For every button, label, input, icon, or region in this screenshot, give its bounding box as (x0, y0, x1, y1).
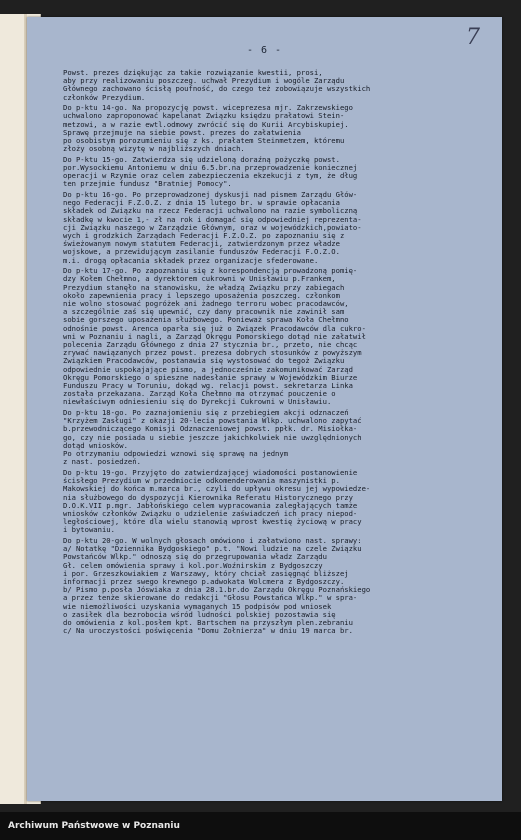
text-line: Do p-ktu 19-go. Przyjęto do zatwierdzającej wiadomości postanowienie (63, 468, 358, 477)
text-line: Po otrzymaniu odpowiedzi wznowi się sprawę na jednym (63, 450, 289, 459)
handwritten-margin-note: 7 (466, 25, 480, 50)
text-line: Głównego zachowano ścisłą poufność, do czego też zobowiązuje wszystkich (63, 85, 371, 94)
text-line: odpowiednie uspokajające pismo, a jednocześnie zakomunikować Zarząd (63, 365, 353, 374)
text-line: z nast. posiedzeń. (63, 458, 141, 467)
text-line: członków Prezydium. (63, 93, 146, 102)
text-line: c/ Na uroczystości poświęcenia "Domu Żołnierza" w dniu 19 marca br. (63, 627, 353, 636)
text-line: m.i. drogą opłacania składek przez organizacje sfederowane. (63, 256, 319, 265)
text-line: a/ Notatkę "Dziennika Bydgoskiego" p.t. "Nowi ludzie na czele Związku (63, 545, 362, 554)
text-line: nia służbowego do dyspozycji Kierownika Referatu Historycznego przy (63, 493, 353, 502)
text-line: por.Wysockiemu Antoniemu w dniu 6.5.br.na przeprowadzenie koniecznej (63, 164, 358, 173)
text-line: informacji przez swego krewnego p.adwokata Wolcmera z Bydgoszczy. (63, 577, 345, 586)
text-line: wojskowe, a przewidującym zasilanie funduszów Federacji F.O.Z.O. (63, 248, 340, 257)
text-line: nie wolno stosować pogróżek ani żadnego terroru wobec pracodawców, (63, 300, 349, 309)
text-line: ścisłego Prezydium w przedmiocie odkomenderowania maszynistki p. (63, 477, 340, 486)
text-line: Do p-ktu 14-go. Na propozycję powst. wiceprezesa mjr. Zakrzewskiego (63, 104, 353, 113)
text-line: nego Federacji F.Z.O.Z. z dnia 15 lutego br. w sprawie opłacania (63, 199, 340, 208)
text-line: a szczególnie zaś się upewnić, czy dany pracownik nie zawinił sam (63, 308, 345, 317)
text-line: wie niemożliwości uzyskania wymaganych 15 podpisów pod wniosek (63, 602, 332, 611)
text-line: Powst. prezes dziękując za takie rozwiązanie kwestii, prosi, (63, 69, 323, 77)
text-line: zrywać nawiązanych przez powst. prezesa dobrych stosunków z powyższym (63, 349, 362, 358)
text-line: Makowskiej do końca m.marca br., czyli do upływu okresu jej wypowiedze- (63, 485, 371, 494)
text-line: do omówienia z kol.posłem kpt. Bartschem na przyszłym plen.zebraniu (63, 618, 353, 627)
text-line: ległościowej, które dla wielu stanowią wprost kwestię życiową w pracy (63, 518, 362, 527)
text-line: dzy Kołem Chełmno, a dyrektorem cukrowni w Unisławiu p.Frankem, (63, 275, 336, 284)
text-line: świeżowanym nowym statutem Federacji, zatwierdzonym przez władze (63, 240, 340, 249)
text-line: Do p-ktu 20-go. W wolnych głosach omówiono i załatwiono nast. sprawy: (63, 536, 362, 545)
text-line: złoży osobną wizytę w najbliższych dniach. (63, 145, 245, 154)
text-line: uchwalono zaproponować kapelanat Związku księdzu prałatowi Stein- (63, 112, 345, 121)
text-line: składkę w kwocie 1,- zł na rok i domagać się odpowiedniej reprezenta- (63, 215, 362, 224)
paragraph (63, 267, 492, 406)
text-line: została przekazana. Zarząd Koła Chełmno ma otrzymać pouczenie o (63, 390, 336, 399)
paragraph (63, 191, 492, 265)
text-line: a przez tenże skierowane do redakcji "Głosu Powstańca Wlkp." w spra- (63, 594, 358, 603)
paragraph (63, 156, 492, 189)
text-line: Związkiem Pracodawców, postanawia się wystosować do tegoż Związku (63, 357, 345, 366)
text-line: o zasiłek dla bezrobocia wśród ludności polskiej pozostawia się (63, 610, 336, 619)
text-line: D.O.K.VII p.mgr. Jabłońskiego celem wypracowania zaległających tamże (63, 501, 358, 510)
text-line: wych i grodzkich Zarządach Federacji F.Z.O.Z. po zapoznaniu się z (63, 232, 345, 241)
text-line: cji Związku naszego w Zarządzie Głównym, oraz w wojewódzkich,powiato- (63, 223, 362, 232)
text-line: metzowi, a w razie ewtl.odmowy zwrócić się do Kurii Arcybiskupiej. (63, 120, 349, 129)
text-line: b.przewodniczącego Komisji Odznaczeniowej powst. ppłk. dr. Misiołka- (63, 425, 358, 434)
text-line: Do P-ktu 15-go. Zatwierdza się udzieloną doraźną pożyczkę powst. (63, 155, 340, 164)
paragraph (63, 537, 492, 635)
paragraph (63, 409, 492, 466)
page-number: - 6 - (246, 45, 283, 56)
text-line: Do p-ktu 16-go. Po przeprowadzonej dyskusji nad pismem Zarządu Głów- (63, 191, 358, 200)
text-line: składek od Związku na rzecz Federacji uchwalono na razie symboliczną (63, 207, 358, 216)
document-page (27, 17, 502, 801)
text-line: Prezydium stanęło na stanowisku, że władzą Związku przy zabiegach (63, 283, 345, 292)
text-line: "Krzyżem Zasługi" z okazji 20-lecia powstania Wlkp. uchwalono zapytać (63, 417, 362, 426)
paragraph (63, 469, 492, 535)
text-line: po osobistym porozumieniu się z ks. prałatem Steinmetzem, któremu (63, 137, 345, 146)
text-line: Do p-ktu 17-go. Po zapoznaniu się z korespondencją prowadzoną pomię- (63, 267, 358, 276)
text-line: Powstańców Wlkp." odnoszą się do przegrupowania władz Zarządu (63, 553, 327, 562)
text-line: ten przejmie fundusz "Bratniej Pomocy". (63, 180, 232, 189)
paragraph (63, 69, 492, 102)
text-line: aby przy realizowaniu poszczeg. uchwał Prezydium i wogóle Zarządu (63, 77, 345, 86)
archive-name: Archiwum Państwowe w Poznaniu (8, 821, 180, 831)
text-line: go, czy nie posiada u siebie jeszcze jakichkolwiek nie uwzględnionych (63, 433, 362, 442)
text-line: około zapewnienia pracy i lepszego uposażenia poszczeg. członkom (63, 291, 340, 300)
text-line: i por. Grzeszkowiakiem z Warszawy, który chciał zasięgnąć bliższej (63, 569, 349, 578)
text-line: polecenia Zarządu Głównego z dnia 27 stycznia br., przeto, nie chcąc (63, 341, 358, 350)
text-line: i bytowaniu. (63, 526, 115, 535)
text-line: niewłaściwym odniesieniu się do Dyrekcji Cukrowni w Unisławiu. (63, 398, 332, 407)
text-line: Sprawę przejmuje na siebie powst. prezes do załatwienia (63, 128, 301, 137)
text-line: Gł. celem omówienia sprawy i kol.por.Woźnirskim z Bydgoszczy (63, 561, 323, 570)
text-line: wni w Poznaniu i nagli, a Zarząd Okręgu Pomorskiego dotąd nie załatwił (63, 332, 366, 341)
text-line: dotąd wniosków. (63, 441, 128, 450)
text-line: odnośnie powst. Arenca oparła się już o Związek Pracodawców dla cukro- (63, 324, 366, 333)
text-line: Do p-ktu 18-go. Po zaznajomieniu się z przebiegiem akcji odznaczeń (63, 409, 349, 418)
text-line: operacji w Rzymie oraz celem zabezpieczenia ekzekucji z tym, że dług (63, 172, 358, 181)
text-line: sobie gorszego uposażenia służbowego. Ponieważ sprawa Koła Chełmno (63, 316, 349, 325)
paragraph (63, 104, 492, 153)
text-line: Okręgu Pomorskiego o spieszne nadesłanie sprawy w Wojewódzkim Biurze (63, 373, 358, 382)
document-body (63, 69, 492, 638)
text-line: wniosków członków Związku o udzielenie zaświadczeń ich pracy niepod- (63, 509, 358, 518)
archive-footer (0, 812, 521, 840)
text-line: b/ Pismo p.posła Jóswiaka z dnia 28.1.br.do Zarządu Okręgu Poznańskiego (63, 586, 371, 595)
text-line: Funduszu Pracy w Toruniu, dokąd wg. relacji powst. sekretarza Linka (63, 382, 353, 391)
